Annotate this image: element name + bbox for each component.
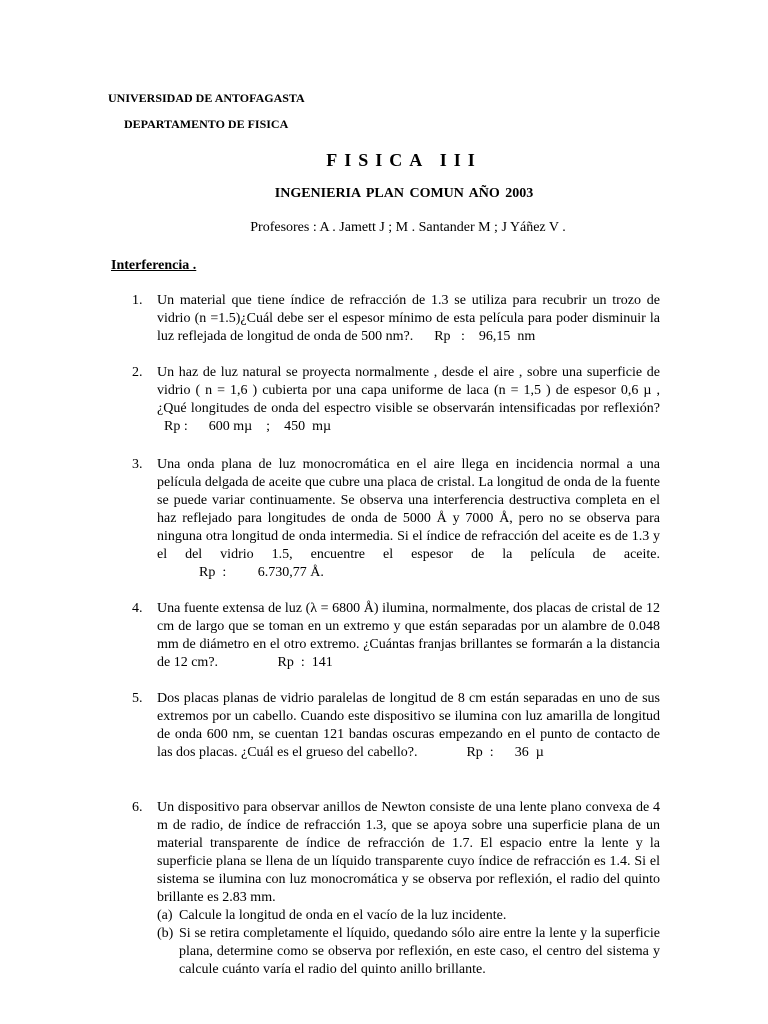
problem-text: Un dispositivo para observar anillos de Newton consiste de una lente plano convexa de 4 m de radio, de índice de refracción 1.3, que se apoya sobre una superficie plana de un material transparente de índice de refracción de 1.7. El espacio entre la lente y la superficie plana se llena de un líquido transparente cuyo índice de refracción es 1.4. Si el sistema se ilumina con luz monocromática y se observa por reflexión, el radio del quinto brillante es 2.83 mm. (a) Calcule la longitud de onda en el vacío de la luz incidente. (b) Si se retira completamente el líquido, quedando sólo aire entre la lente y la superficie plana, determine como se observa por reflexión, en este caso, el centro del sistema y calcule cuánto varía el radio del quinto anillo brillante.	[157, 800, 660, 977]
problem-text: Una onda plana de luz monocromática en el aire llega en incidencia normal a una película delgada de aceite que cubre una placa de cristal. La longitud de onda de la fuente se puede variar continuamente. Se observa una interferencia destructiva completa en el haz reflejado para longitudes de onda de 5000 Å y 7000 Å, pero no se observa para ninguna otra longitud de onda intermedia. Si el índice de refracción del aceite es de 1.3 y el del vidrio 1.5, encuentre el espesor de la película de aceite. Rp : 6.730,77 Å.	[157, 457, 660, 580]
subquestion-a	[157, 907, 660, 925]
problem-number: 6.	[132, 800, 143, 815]
program-title: INGENIERIA PLAN COMUN AÑO 2003	[274, 186, 534, 201]
problem-number: 2.	[132, 365, 143, 380]
problem-number: 5.	[132, 691, 143, 706]
subquestion-label: (b)	[157, 926, 174, 941]
subquestion-text: Si se retira completamente el líquido, quedando sólo aire entre la lente y la superficie plana, determine como se observa por reflexión, en este caso, el centro del sistema y calcule cuánto varía el radio del quinto anillo brillante.	[179, 926, 660, 977]
problem-text: Dos placas planas de vidrio paralelas de longitud de 8 cm están separadas en uno de sus extremos por un cabello. Cuando este dispositivo se ilumina con luz amarilla de longitud de onda 600 nm, se cuentan 121 bandas oscuras empezando en el punto de contacto de las dos placas. ¿Cuál es el grueso del cabello?. Rp : 36 µ	[157, 691, 660, 760]
problem-number: 4.	[132, 601, 143, 616]
subquestion-label: (a)	[157, 908, 173, 923]
problem-answer: Rp : 96,15 nm	[413, 329, 536, 344]
university-name: UNIVERSIDAD DE ANTOFAGASTA	[108, 91, 305, 105]
problem-text: Un material que tiene índice de refracción de 1.3 se utiliza para recubrir un trozo de vidrio (n =1.5)¿Cuál debe ser el espesor mínimo de esta película para poder disminuir la luz reflejada de longitud de onda de 500 nm?. Rp : 96,15 nm	[157, 293, 660, 344]
subquestion-text: Calcule la longitud de onda en el vacío de la luz incidente.	[179, 908, 507, 923]
problem-number: 1.	[132, 293, 143, 308]
section-title: Interferencia .	[111, 258, 197, 273]
problem-answer: Rp : 600 mµ ; 450 mµ	[157, 419, 332, 434]
department-name: DEPARTAMENTO DE FISICA	[124, 117, 289, 131]
problem-answer: Rp : 36 µ	[417, 745, 544, 760]
problem-answer: Rp : 141	[218, 655, 333, 670]
problem-text: Una fuente extensa de luz (λ = 6800 Å) ilumina, normalmente, dos placas de cristal de 12 cm de largo que se toman en un extremo y que están separadas por un alambre de 0.048 mm de diámetro en el otro extremo. ¿Cuántas franjas brillantes se formarán a la distancia de 12 cm?. Rp : 141	[157, 601, 660, 670]
professors-line: Profesores : A . Jamett J ; M . Santander M ; J Yáñez V .	[250, 220, 566, 235]
subquestion-b	[157, 925, 660, 979]
course-title: FISICA III	[326, 150, 482, 170]
problem-number: 3.	[132, 457, 143, 472]
problem-answer: Rp : 6.730,77 Å.	[157, 565, 324, 580]
problem-text: Un haz de luz natural se proyecta normalmente , desde el aire , sobre una superficie de vidrio ( n = 1,6 ) cubierta por una capa uniforme de laca (n = 1,5 ) de espesor 0,6 µ , ¿Qué longitudes de onda del espectro visible se observarán intensificadas por reflexión? Rp : 600 mµ ; 450 mµ	[157, 365, 660, 434]
